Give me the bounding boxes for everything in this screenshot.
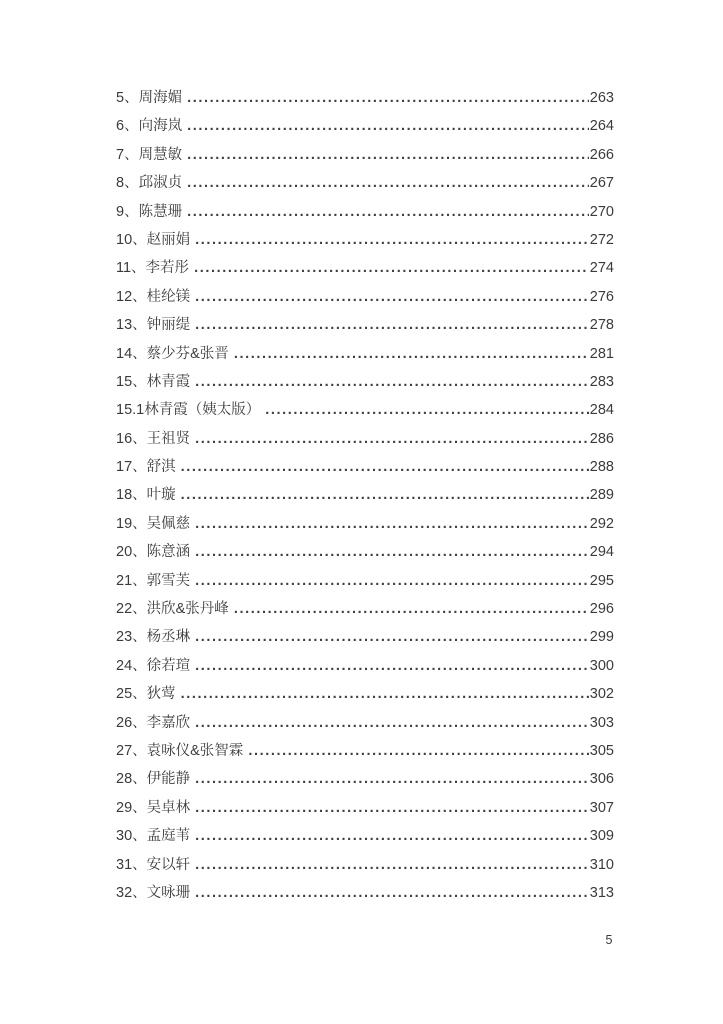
- toc-entry: [116, 765, 614, 793]
- toc-entry-label: 14、蔡少芬&张晋: [116, 345, 229, 362]
- toc-entry: [116, 340, 614, 368]
- toc-entry-label: 12、桂纶镁: [116, 288, 191, 305]
- dot-leader: [195, 425, 589, 453]
- dot-leader: [248, 737, 588, 765]
- dot-leader: [181, 453, 589, 481]
- dot-leader: [195, 851, 589, 879]
- dot-leader: [195, 510, 589, 538]
- dot-leader: [187, 141, 589, 169]
- toc-entry-label: 29、吴卓林: [116, 799, 191, 816]
- toc-entry-page: 294: [589, 544, 614, 561]
- toc-entry-page: 310: [589, 856, 614, 873]
- toc-entry: [116, 311, 614, 339]
- toc-entry: [116, 623, 614, 651]
- toc-entry-page: 309: [589, 828, 614, 845]
- toc-entry-label: 20、陈意涵: [116, 544, 191, 561]
- toc-entry: [116, 198, 614, 226]
- toc-entry: [116, 453, 614, 481]
- toc-entry-page: 270: [589, 203, 614, 220]
- toc-entry-page: 284: [589, 402, 614, 419]
- dot-leader: [234, 595, 589, 623]
- toc-entry-label: 26、李嘉欣: [116, 714, 191, 731]
- dot-leader: [195, 709, 589, 737]
- dot-leader: [187, 112, 589, 140]
- dot-leader: [195, 652, 589, 680]
- dot-leader: [195, 226, 589, 254]
- toc-entry-label: 32、文咏珊: [116, 884, 191, 901]
- toc-entry-page: 276: [589, 288, 614, 305]
- toc-entry-label: 6、向海岚: [116, 118, 183, 135]
- toc-entry-page: 281: [589, 345, 614, 362]
- toc-entry-page: 286: [589, 430, 614, 447]
- dot-leader: [181, 481, 589, 509]
- toc-entry-label: 25、狄莺: [116, 686, 176, 703]
- toc-entry-label: 7、周慧敏: [116, 146, 183, 163]
- toc-entry-page: 313: [589, 884, 614, 901]
- dot-leader: [234, 340, 589, 368]
- toc-entry-page: 306: [589, 771, 614, 788]
- toc-entry-label: 10、赵丽娟: [116, 231, 191, 248]
- toc-entry: [116, 226, 614, 254]
- toc-entry-page: 264: [589, 118, 614, 135]
- toc-entry: [116, 680, 614, 708]
- toc-entry-page: 307: [589, 799, 614, 816]
- dot-leader: [181, 680, 589, 708]
- toc-entry: [116, 481, 614, 509]
- toc-entry: [116, 425, 614, 453]
- dot-leader: [195, 538, 589, 566]
- toc-entry-label: 21、郭雪芙: [116, 572, 191, 589]
- toc-entry-label: 30、孟庭苇: [116, 828, 191, 845]
- toc-entry: [116, 851, 614, 879]
- toc-entry: [116, 84, 614, 112]
- toc-entry-page: 283: [589, 373, 614, 390]
- toc-entry: [116, 538, 614, 566]
- toc-entry-page: 278: [589, 317, 614, 334]
- toc-entry: [116, 794, 614, 822]
- toc-entry-label: 9、陈慧珊: [116, 203, 183, 220]
- dot-leader: [195, 822, 589, 850]
- toc-list: [116, 84, 614, 907]
- toc-entry-page: 305: [589, 742, 614, 759]
- toc-entry-label: 18、叶璇: [116, 487, 176, 504]
- toc-entry-label: 13、钟丽缇: [116, 317, 191, 334]
- toc-entry-page: 267: [589, 175, 614, 192]
- dot-leader: [195, 567, 589, 595]
- toc-entry-page: 263: [589, 90, 614, 106]
- toc-entry-label: 28、伊能静: [116, 771, 191, 788]
- toc-entry: [116, 368, 614, 396]
- toc-entry-page: 296: [589, 601, 614, 618]
- dot-leader: [195, 794, 589, 822]
- toc-entry-label: 11、李若彤: [116, 260, 190, 277]
- toc-entry-label: 8、邱淑贞: [116, 175, 183, 192]
- toc-entry-label: 17、舒淇: [116, 459, 176, 476]
- toc-entry: [116, 396, 614, 424]
- toc-entry-page: 299: [589, 629, 614, 646]
- toc-entry-label: 5、周海媚: [116, 90, 183, 106]
- toc-entry-label: 24、徐若瑄: [116, 657, 191, 674]
- toc-entry: [116, 822, 614, 850]
- toc-entry-page: 303: [589, 714, 614, 731]
- toc-entry-label: 27、袁咏仪&张智霖: [116, 742, 244, 759]
- dot-leader: [195, 879, 589, 907]
- toc-entry-label: 23、杨丞琳: [116, 629, 191, 646]
- dot-leader: [194, 254, 589, 282]
- toc-entry: [116, 141, 614, 169]
- footer-page-number: 5: [605, 933, 613, 947]
- toc-entry: [116, 112, 614, 140]
- dot-leader: [195, 765, 589, 793]
- toc-entry-label: 15.1林青霞（姨太版）: [116, 402, 261, 419]
- toc-entry: [116, 595, 614, 623]
- toc-entry-page: 274: [589, 260, 614, 277]
- toc-entry: [116, 510, 614, 538]
- toc-entry-page: 288: [589, 459, 614, 476]
- toc-entry-label: 19、吴佩慈: [116, 515, 191, 532]
- toc-entry-label: 31、安以轩: [116, 856, 191, 873]
- dot-leader: [195, 368, 589, 396]
- toc-entry: [116, 709, 614, 737]
- toc-entry-page: 302: [589, 686, 614, 703]
- dot-leader: [195, 283, 589, 311]
- dot-leader: [195, 623, 589, 651]
- toc-entry-label: 15、林青霞: [116, 373, 191, 390]
- toc-entry: [116, 283, 614, 311]
- dot-leader: [195, 311, 589, 339]
- toc-entry: [116, 737, 614, 765]
- dot-leader: [187, 198, 589, 226]
- toc-entry-label: 22、洪欣&张丹峰: [116, 601, 229, 618]
- toc-entry-label: 16、王祖贤: [116, 430, 191, 447]
- toc-entry-page: 300: [589, 657, 614, 674]
- toc-entry-page: 289: [589, 487, 614, 504]
- toc-entry: [116, 567, 614, 595]
- toc-entry-page: 272: [589, 231, 614, 248]
- toc-entry: [116, 254, 614, 282]
- toc-entry: [116, 652, 614, 680]
- dot-leader: [187, 84, 589, 112]
- toc-entry: [116, 169, 614, 197]
- dot-leader: [265, 396, 589, 424]
- dot-leader: [187, 169, 589, 197]
- toc-entry-page: 266: [589, 146, 614, 163]
- toc-entry-page: 295: [589, 572, 614, 589]
- toc-entry-page: 292: [589, 515, 614, 532]
- toc-entry: [116, 879, 614, 907]
